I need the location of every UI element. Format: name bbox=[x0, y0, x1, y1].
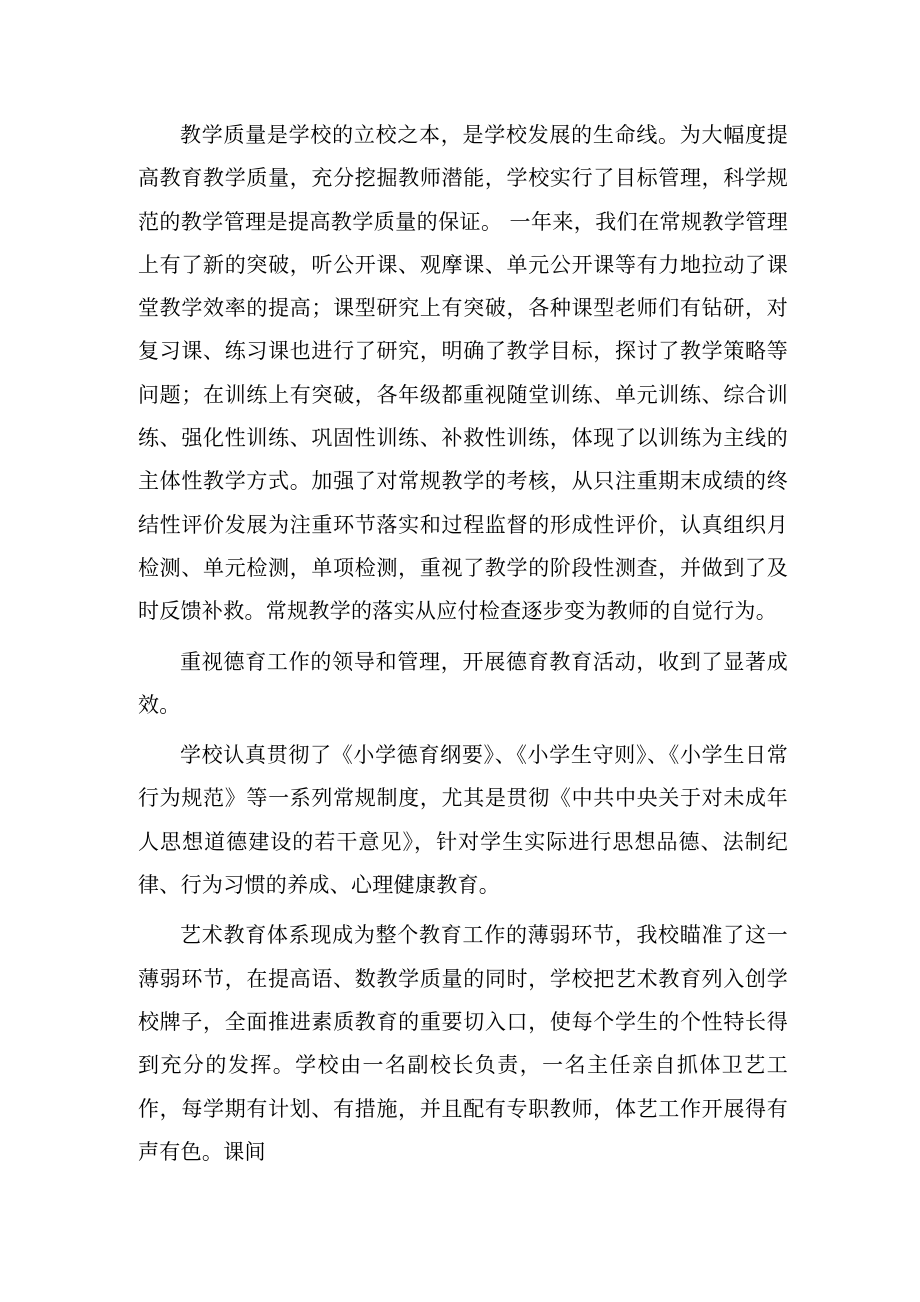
paragraph-moral-education-policy: 学校认真贯彻了《小学德育纲要》、《小学生守则》、《小学生日常行为规范》等一系列常规制度，尤其是贯彻《中共中央关于对未成年人思想道德建设的若干意见》，针对学生实际进行思想品德、法制纪律、行为习惯的养成、心理健康教育。 bbox=[138, 743, 788, 898]
paragraph-art-education: 艺术教育体系现成为整个教育工作的薄弱环节，我校瞄准了这一薄弱环节，在提高语、数教学质量的同时，学校把艺术教育列入创学校牌子，全面推进素质教育的重要切入口，使每个学生的个性特长得到充分的发挥。学校由一名副校长负责，一名主任亲自抓体卫艺工作，每学期有计划、有措施，并且配有专职教师，体艺工作开展得有声有色。课间 bbox=[138, 923, 788, 1164]
document-body bbox=[138, 114, 788, 1181]
paragraph-teaching-quality: 教学质量是学校的立校之本，是学校发展的生命线。为大幅度提高教育教学质量，充分挖掘教师潜能，学校实行了目标管理，科学规范的教学管理是提高教学质量的保证。 一年来，我们在常规教学管理上有了新的突破，听公开课、观摩课、单元公开课等有力地拉动了课堂教学效率的提高；课型研究上有突破，各种课型老师们有钻研，对复习课、练习课也进行了研究，明确了教学目标，探讨了教学策略等问题；在训练上有突破，各年级都重视随堂训练、单元训练、综合训练、强化性训练、巩固性训练、补救性训练，体现了以训练为主线的主体性教学方式。加强了对常规教学的考核，从只注重期末成绩的终结性评价发展为注重环节落实和过程监督的形成性评价，认真组织月检测、单元检测，单项检测，重视了教学的阶段性测查，并做到了及时反馈补救。常规教学的落实从应付检查逐步变为教师的自觉行为。 bbox=[138, 123, 788, 624]
paragraph-moral-education-summary: 重视德育工作的领导和管理，开展德育教育活动，收到了显著成效。 bbox=[138, 649, 788, 717]
